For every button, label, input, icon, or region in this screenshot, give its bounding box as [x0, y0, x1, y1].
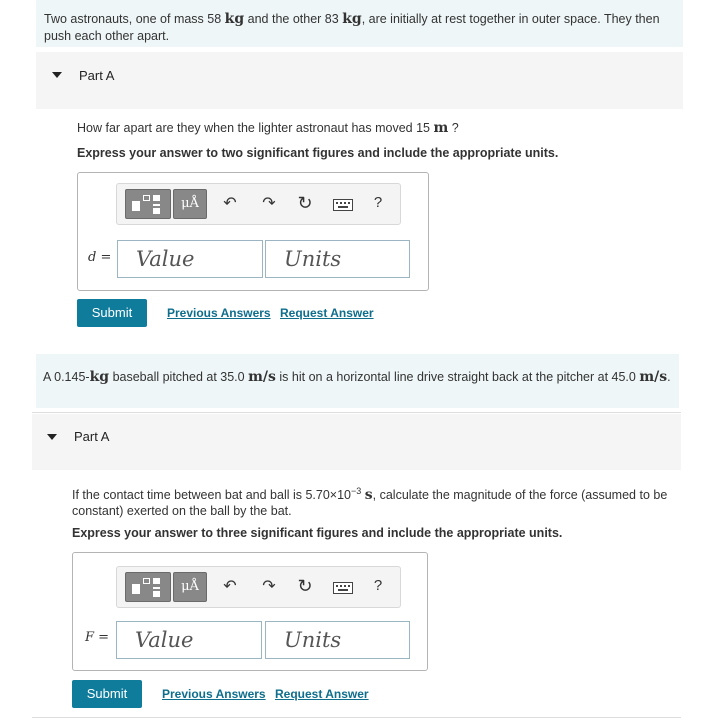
- reset-icon[interactable]: ↻: [297, 193, 313, 213]
- instruction-text: Express your answer to two significant figures and include the appropriate units.: [77, 146, 559, 160]
- templates-icon: [126, 190, 170, 218]
- unit-kg: kg: [224, 11, 245, 27]
- units-input[interactable]: Units: [265, 240, 410, 278]
- divider: [32, 412, 681, 413]
- undo-icon[interactable]: ↶: [223, 195, 237, 212]
- request-answer-link[interactable]: Request Answer: [280, 306, 374, 320]
- units-button[interactable]: [173, 189, 207, 219]
- question-text: If the contact time between bat and ball is $5.70\times 10^{-3}$ s, calculate the magnitude of the force (assumed to be constant) exerted on the ball by the bat.: [72, 486, 668, 519]
- unit-s: s: [364, 487, 373, 504]
- part-label: Part A: [79, 68, 115, 83]
- unit-ms: m/s: [639, 369, 668, 385]
- undo-icon[interactable]: ↶: [223, 578, 237, 595]
- problem1-intro: Two astronauts, one of mass 58 kg and the other 83 kg, are initially at rest together in outer space. They then push each other apart.: [36, 0, 683, 47]
- math-toolbar: [116, 183, 401, 225]
- help-icon[interactable]: ?: [373, 194, 383, 211]
- unit-m: m: [433, 120, 449, 136]
- help-icon[interactable]: ?: [373, 577, 383, 594]
- answer-box: [77, 172, 429, 291]
- divider: [32, 717, 681, 718]
- reset-icon[interactable]: ↻: [297, 576, 313, 596]
- keyboard-icon[interactable]: [333, 581, 353, 599]
- keyboard-icon[interactable]: [333, 198, 353, 216]
- redo-icon[interactable]: ↷: [262, 195, 276, 212]
- units-button[interactable]: [173, 572, 207, 602]
- value-input[interactable]: Value: [116, 621, 262, 659]
- question-text: How far apart are they when the lighter astronaut has moved 15 m ?: [77, 120, 459, 136]
- problem2-intro: A 0.145-kg baseball pitched at 35.0 m/s is hit on a horizontal line drive straight back at the pitcher at 45.0 m/s.: [36, 354, 679, 408]
- templates-button[interactable]: [125, 189, 171, 219]
- unit-ms: m/s: [248, 369, 276, 385]
- answer-box: [72, 552, 428, 671]
- units-symbol: μÅ: [181, 579, 199, 594]
- request-answer-link[interactable]: Request Answer: [275, 687, 369, 701]
- units-input[interactable]: Units: [265, 621, 410, 659]
- part-a-header[interactable]: [32, 414, 681, 470]
- value-input[interactable]: Value: [117, 240, 263, 278]
- previous-answers-link[interactable]: Previous Answers: [162, 687, 266, 701]
- submit-button[interactable]: Submit: [77, 299, 147, 327]
- part-label: Part A: [74, 429, 110, 444]
- answer-variable: d =: [88, 250, 112, 265]
- templates-button[interactable]: [125, 572, 171, 602]
- part-a-header[interactable]: [36, 52, 683, 109]
- answer-variable: F =: [85, 630, 110, 645]
- instruction-text: Express your answer to three significant figures and include the appropriate units.: [72, 526, 563, 540]
- collapse-triangle-icon[interactable]: [52, 72, 62, 78]
- collapse-triangle-icon[interactable]: [47, 434, 57, 440]
- templates-icon: [126, 573, 170, 601]
- unit-kg: kg: [89, 369, 110, 385]
- math-toolbar: [116, 566, 401, 608]
- submit-button[interactable]: Submit: [72, 680, 142, 708]
- previous-answers-link[interactable]: Previous Answers: [167, 306, 271, 320]
- unit-kg: kg: [342, 11, 362, 27]
- redo-icon[interactable]: ↷: [262, 578, 276, 595]
- units-symbol: μÅ: [181, 196, 199, 211]
